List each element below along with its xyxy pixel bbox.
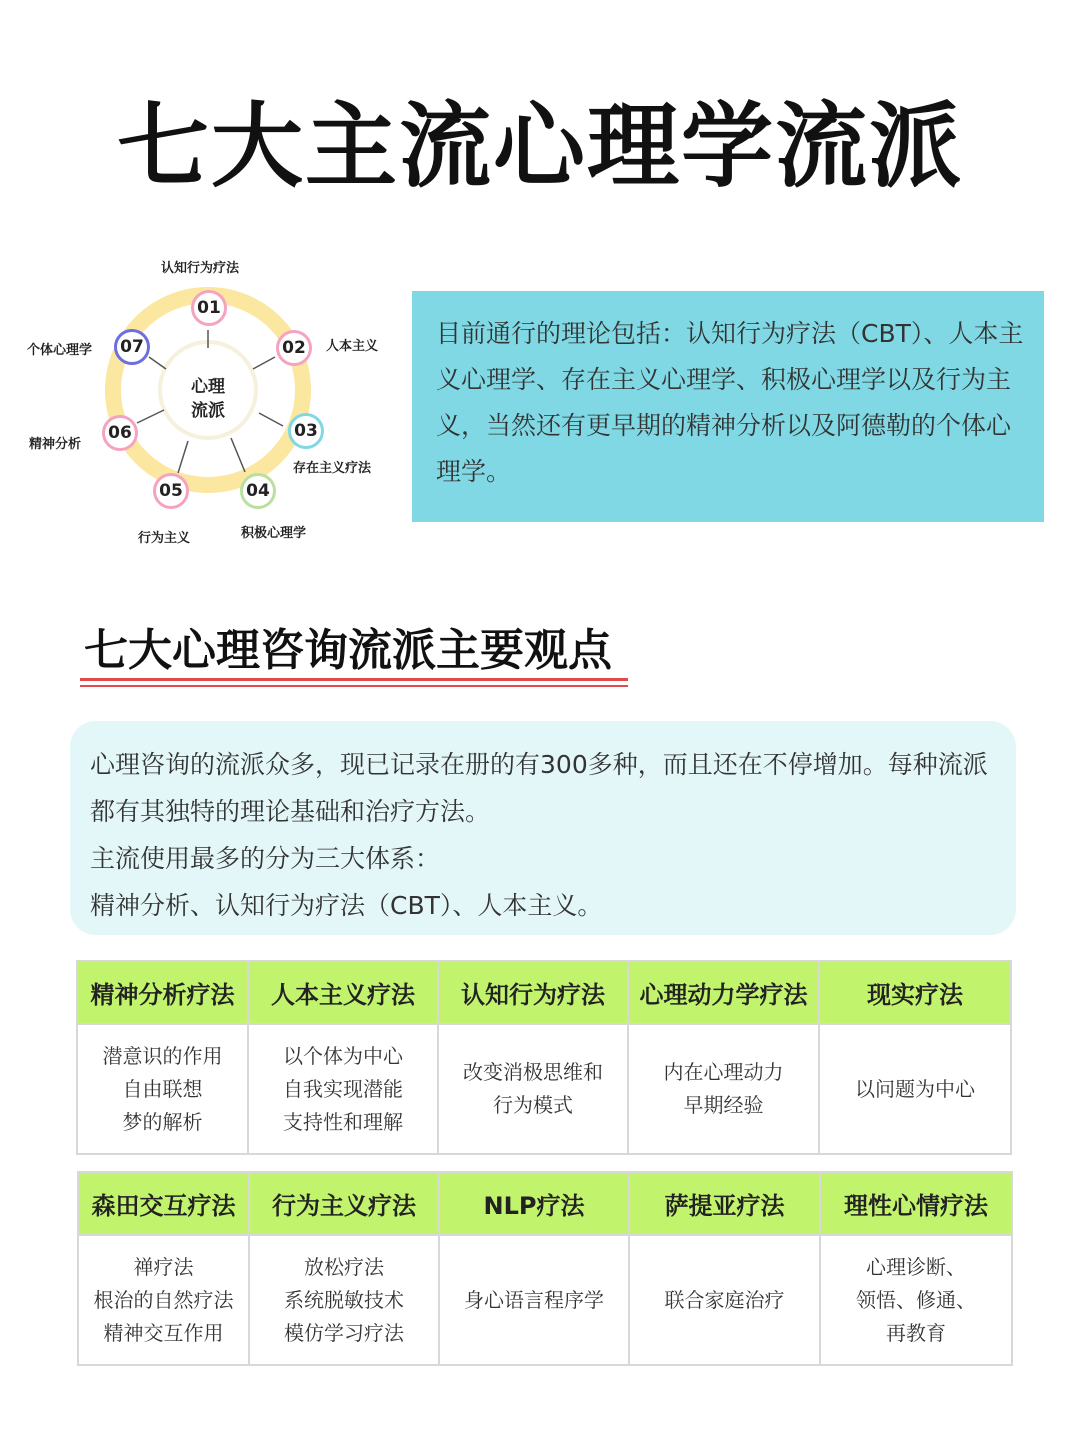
schools-wheel-diagram <box>20 245 400 555</box>
node-02-label: 人本主义 <box>326 339 379 354</box>
table-header: 萨提亚疗法 <box>629 1172 820 1235</box>
node-07-label: 个体心理学 <box>27 343 93 358</box>
node-05: 05 <box>153 473 189 509</box>
page-title: 七大主流心理学流派 <box>116 93 963 200</box>
description-line-2: 主流使用最多的分为三大体系： <box>90 844 441 873</box>
node-06-label: 精神分析 <box>29 437 82 452</box>
table-header: 现实疗法 <box>819 961 1011 1024</box>
schools-table-1 <box>76 960 1012 1155</box>
description-line-3: 精神分析、认知行为疗法（CBT）、人本主义。 <box>90 891 603 920</box>
node-02: 02 <box>276 330 312 366</box>
schools-table-2 <box>77 1171 1013 1366</box>
node-03-label: 存在主义疗法 <box>293 461 372 476</box>
table-header: 行为主义疗法 <box>249 1172 439 1235</box>
intro-box: 目前通行的理论包括：认知行为疗法（CBT）、人本主义心理学、存在主义心理学、积极心理学以及行为主义，当然还有更早期的精神分析以及阿德勒的个体心理学。 <box>412 291 1044 522</box>
description-line-1: 心理咨询的流派众多，现已记录在册的有300多种，而且还在不停增加。每种流派都有其独特的理论基础和治疗方法。 <box>90 750 988 826</box>
node-04: 04 <box>240 473 276 509</box>
node-07: 07 <box>114 329 150 365</box>
table-header-row <box>77 961 1011 1024</box>
node-01: 01 <box>191 290 227 326</box>
section-underline-2 <box>80 685 628 687</box>
table-header: NLP疗法 <box>439 1172 629 1235</box>
section-underline <box>80 678 628 681</box>
table-cell: 内在心理动力 早期经验 <box>628 1024 819 1154</box>
table-cell: 放松疗法 系统脱敏技术 模仿学习疗法 <box>249 1235 439 1365</box>
table-row <box>77 1024 1011 1154</box>
table-cell: 潜意识的作用 自由联想 梦的解析 <box>77 1024 248 1154</box>
table-cell: 联合家庭治疗 <box>629 1235 820 1365</box>
description-box <box>70 721 1016 935</box>
table-header: 理性心情疗法 <box>820 1172 1012 1235</box>
wheel-center-label: 心理 流派 <box>191 377 225 421</box>
table-cell: 改变消极思维和 行为模式 <box>438 1024 628 1154</box>
node-05-label: 行为主义 <box>138 531 191 546</box>
table-cell: 禅疗法 根治的自然疗法 精神交互作用 <box>78 1235 249 1365</box>
table-header: 心理动力学疗法 <box>628 961 819 1024</box>
node-04-label: 积极心理学 <box>241 526 307 541</box>
section-title: 七大心理咨询流派主要观点 <box>84 625 612 676</box>
table-row <box>78 1235 1012 1365</box>
table-cell: 身心语言程序学 <box>439 1235 629 1365</box>
table-cell: 以问题为中心 <box>819 1024 1011 1154</box>
table-cell: 心理诊断、 领悟、修通、 再教育 <box>820 1235 1012 1365</box>
table-header: 人本主义疗法 <box>248 961 438 1024</box>
table-header: 认知行为疗法 <box>438 961 628 1024</box>
table-cell: 以个体为中心 自我实现潜能 支持性和理解 <box>248 1024 438 1154</box>
table-header: 森田交互疗法 <box>78 1172 249 1235</box>
table-header-row <box>78 1172 1012 1235</box>
node-03: 03 <box>288 413 324 449</box>
table-header: 精神分析疗法 <box>77 961 248 1024</box>
node-01-label: 认知行为疗法 <box>161 261 240 276</box>
node-06: 06 <box>102 415 138 451</box>
